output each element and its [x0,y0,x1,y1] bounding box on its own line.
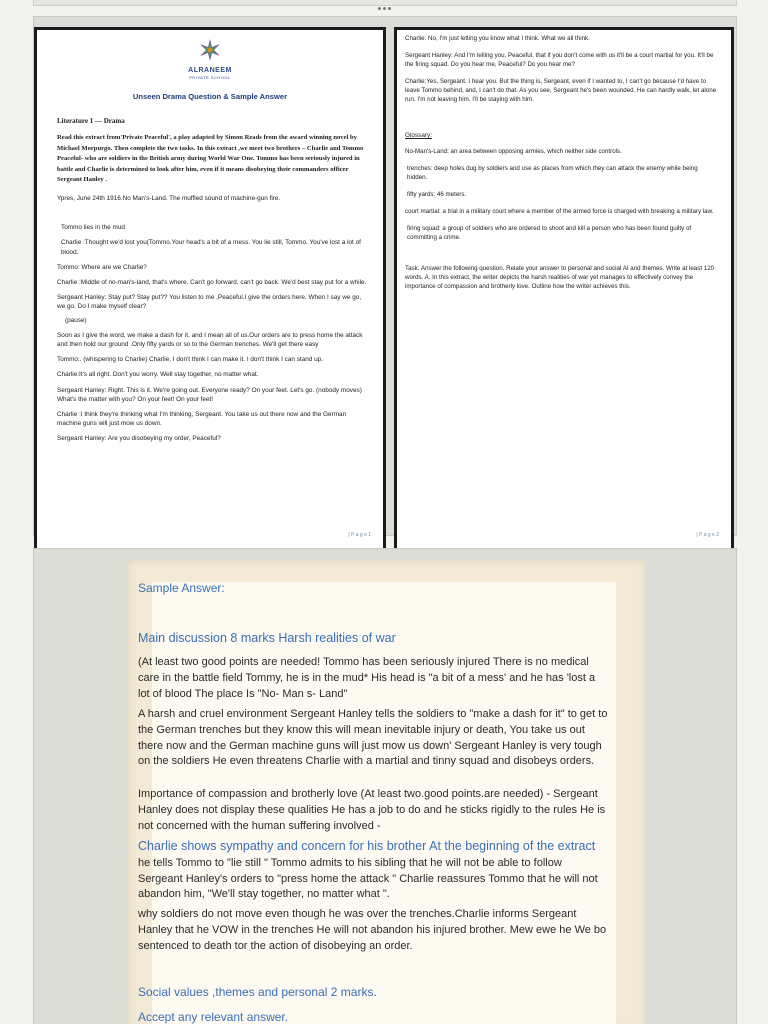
script-line: Charlie:It's all right. Don't you worry. Well stay together, no matter what. [57,371,259,379]
sample-answer-heading: Sample Answer: [138,581,225,595]
answer-paragraph: A harsh and cruel environment Sergeant Hanley tells the soldiers to "make a dash for it" to get to the German trenches but they know this will mean inevitable injury or death, You take us out there now and the German machine guns will just mow us down' Sergeant Hanley is very tough on the soldiers He even threatens Charlie with a martial and tinny squad and disobeys orders. [138,708,608,768]
previous-page-card [33,0,737,6]
glossary-item: trenches: deep holes dug by soldiers and use as places from which they can attack the enemy while being hidden. [407,165,698,181]
answer-paragraph [138,839,608,903]
script-line: (pause) [65,316,87,324]
answer-text: he tells Tommo to "lie still " Tommo admits to his sibling that he will not be able to follow Sergeant Hanley's orders to "press home the attack " Charlie reassures Tommo that he will not abandon him, "We'll stay together, no matter what ". [138,856,598,901]
document-title: Unseen Drama Question & Sample Answer [132,92,288,101]
script-line: Charlie :Middle of no-man's-land, that's where. Can't go forward, can't go back. We'd best stay put for a while. [57,278,367,286]
main-discussion-heading: Main discussion 8 marks Harsh realities of war [138,631,396,645]
drag-handle[interactable] [376,7,392,11]
glossary-item: fifty yards: 46 meters. [407,191,467,198]
glossary-item: court martial: a trial in a military court where a member of the armed force is charged with breaking a military law. [405,208,714,215]
task-paragraph: Task: Answer the following question. Relate your answer to personal and social AI and themes. Write at least 120 words. A. In this extract, the writer depicts the harsh realities of war yet manages to effectively convey the importance of compassion and brotherly love. Outline how the writer achieves this. [405,265,715,290]
answer-paragraph: why soldiers do not move even though he was over the trenches.Charlie informs Sergeant Hanley that he VOW in the trenches He will not abandon his injured brother. Mew ewe he We bo sentenced to death tor the action of disobeying an order. [138,908,607,952]
page-number: | P a g e 2 [696,532,719,538]
glossary-item: firing squad: a group of soldiers who are ordered to shoot and kill a person who has been found guilty of committing a crime. [407,225,692,241]
school-logo-icon [197,38,223,62]
script-line: Tommo: Where are we Charlie? [57,263,147,271]
script-line: Sergeant Hanley: And I'm telling you, Peaceful, that if you don't come with us it'll be a court martial for you. It'll be the firing squad. Do you hear me, Peaceful? Do you hear me? [405,52,714,68]
script-line: Sergeant Hanley: Right. This is it. We're going out. Everyone ready? On your feet. Let's go. (nobody moves) What's the matter with you? On your feet! On your feet! [57,386,362,403]
script-line: Tommo:. (whispering to Charlie) Charlie, I don't think I can make it. I don't think I can stand up. [57,356,323,364]
script-line: Tommo lies in the mud [61,224,125,232]
script-line: Charlie: No, I'm just letting you know what I think. What we all think. [405,35,590,42]
intro-paragraph: Read this extract from'Private Peaceful', a play adapted by Simon Reads from the award winning novel by Michael Morpurgo. Then complete the two tasks. In this extract ,we meet two brothers – Charlie and Tommo Peaceful- who are soldiers in the British army during World War One. Tommo has been seriously injured in battle and Charlie is determined to look after him, even if it means disobeying their commanders officer Sergeant Hanley . [57,134,364,184]
glossary-item: No-Man's-Land: an area between opposing armies, which neither side controls. [405,148,622,155]
answer-paragraph: (At least two good points are needed! Tommo has been seriously injured There is no medical care in the battle field Tommy, he is in the mud* His head is "a bit of a mess' and he has 'lost a lot of blood The place Is "No- Man s- Land" [138,656,596,700]
accept-answer-note: Accept any relevant answer. [138,1010,289,1024]
glossary-heading: Glossary: [405,132,432,139]
highlighted-point: Charlie shows sympathy and concern for his brother At the beginning of the extract [138,839,596,853]
document-page-2 [394,27,734,551]
answer-paragraph: Importance of compassion and brotherly love (At least two.good points.are needed) - Sergeant Hanley does not display these qualities He has a job to do and he sticks rigidly to the rules He is not concerned with the human suffering involved - [138,788,606,832]
script-line: Charlie :Thought we'd lost you(Tommo.Your head's a bit of a mess. You lie still, Tommo. You've lost a lot of blood. [61,239,361,256]
page-number: | P a g e 1 [348,532,371,538]
document-card-pages [33,16,737,536]
setting-line: Ypres, June 24th 1916.No Man's-Land. The muffled sound of machine-gun fire. [57,194,281,202]
school-subtitle: PRIVATE SCHOOL [189,75,231,80]
school-name: ALRANEEM [188,67,232,74]
script-line: Charlie :I think they're thinking what I'm thinking, Sergeant. You take us out there now and the German machine guns will just mow us down. [57,411,347,428]
section-label: Literature 1 — Drama [57,117,125,125]
social-values-heading: Social values ,themes and personal 2 marks. [138,985,377,999]
script-line: Sergeant Hanley: Are you disobeying my order, Peaceful? [57,435,221,443]
script-line: Sergeant Hanley: Stay put? Stay put?? You listen to me ,Peaceful.I give the orders here. When I say we go, we go. Do I make myself clear? [57,294,362,311]
school-logo [37,38,383,67]
document-page-1 [34,27,386,551]
script-line: Soon as I give the word, we make a dash for it, and I mean all of us.Our orders are to press home the attack and then hold our ground .Only fifty yards or so to the German trenches. We'll get there easy [57,331,363,348]
script-line: Charlie:Yes, Sergeant. I hear you. But the thing is, Sergeant, even if I wanted to, I can't go because I'd have to leave Tommo behind, and, I can't do that. As you see, Sergeant he's been wounded. He can hardly walk, let alone run. I'm not leaving him. I'll be staying with him. [405,78,717,103]
